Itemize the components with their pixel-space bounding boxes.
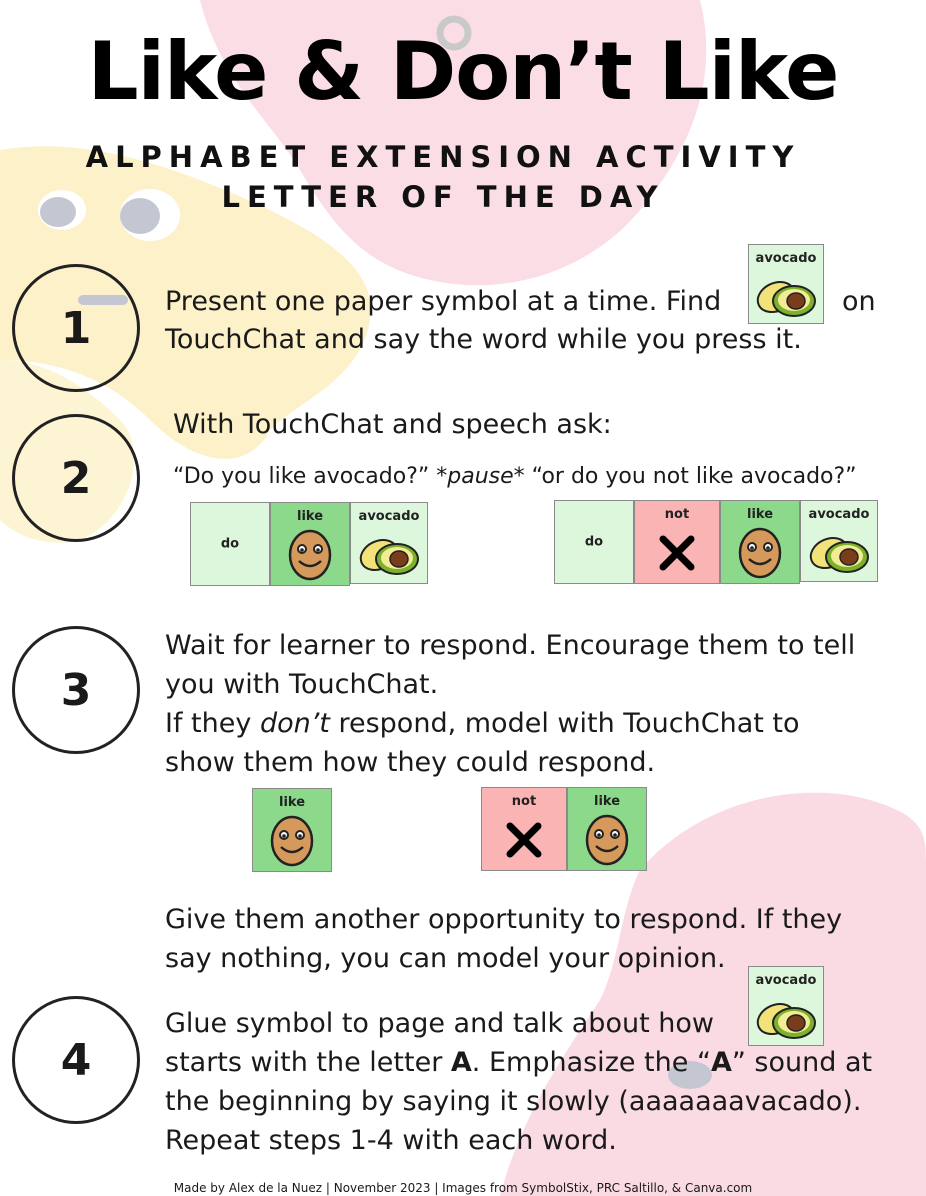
step-3-line-3c: respond, model with TouchChat to <box>338 708 800 739</box>
do-label: do <box>220 536 240 552</box>
avocado-symbol-step1 <box>748 244 824 324</box>
step-2-question <box>173 458 857 497</box>
step-3-line-3a: If they <box>165 708 252 739</box>
like-symbol-b <box>720 500 800 584</box>
do-symbol-b <box>554 500 634 584</box>
like-label: like <box>296 509 324 524</box>
page-title: Like & Don’t Like <box>87 25 839 118</box>
step-1-text-c: TouchChat and say the word while you press it. <box>165 324 802 355</box>
step-1-text-a: Present one paper symbol at a time. Find <box>165 286 722 317</box>
step-3-circle: 3 <box>12 626 140 754</box>
avocado-symbol-a <box>350 502 428 584</box>
cross-icon <box>504 820 544 860</box>
avocado-icon <box>754 273 818 319</box>
step-4-line-2 <box>165 1044 872 1083</box>
not-label: not <box>511 794 537 809</box>
step-2-q1: “Do you like avocado?” <box>173 464 430 489</box>
like-label: like <box>593 794 621 809</box>
step-2-intro: With TouchChat and speech ask: <box>173 409 612 440</box>
step-4-line-3: the beginning by saying it slowly (aaaaaaavacado). <box>165 1086 862 1117</box>
step-3-line-2: you with TouchChat. <box>165 669 439 700</box>
step-4-line-2a: starts with the letter <box>165 1047 443 1078</box>
like-symbol-d <box>567 787 647 871</box>
footer-credits: Made by Alex de la Nuez | November 2023 | Images from SymbolStix, PRC Saltillo, & Canva.com <box>173 1181 753 1195</box>
step-4-letter: A <box>450 1047 472 1078</box>
step-2-circle: 2 <box>12 414 140 542</box>
avocado-icon <box>754 995 818 1041</box>
step-3-again-2: say nothing, you can model your opinion. <box>165 943 726 974</box>
not-label: not <box>664 507 690 522</box>
step-4-line-4: Repeat steps 1-4 with each word. <box>165 1125 617 1156</box>
step-3-line-3 <box>165 705 800 744</box>
avocado-symbol-step4 <box>748 966 824 1046</box>
avocado-label: avocado <box>808 507 870 522</box>
do-label: do <box>584 534 604 550</box>
avocado-label: avocado <box>358 509 420 524</box>
do-symbol-a <box>190 502 270 586</box>
avocado-icon <box>807 529 871 575</box>
not-symbol-a <box>634 500 720 584</box>
like-label: like <box>746 507 774 522</box>
step-2-pause: *pause* <box>436 464 525 489</box>
avocado-label: avocado <box>755 973 817 988</box>
like-label: like <box>278 795 306 810</box>
subtitle-line-1: ALPHABET EXTENSION ACTIVITY <box>85 140 801 174</box>
like-symbol-c <box>252 788 332 872</box>
avocado-symbol-b <box>800 500 878 582</box>
step-3-again-1: Give them another opportunity to respond. If they <box>165 904 843 935</box>
step-4-line-1: Glue symbol to page and talk about how <box>165 1008 714 1039</box>
step-3-line-1: Wait for learner to respond. Encourage them to tell <box>165 630 856 661</box>
avocado-label: avocado <box>755 251 817 266</box>
step-3-line-4: show them how they could respond. <box>165 747 656 778</box>
subtitle-line-2: LETTER OF THE DAY <box>221 180 665 214</box>
smiley-face-icon <box>269 815 315 867</box>
step-4-line-2c: ” sound at <box>731 1047 873 1078</box>
step-1-circle: 1 <box>12 264 140 392</box>
step-3-line-3b: don’t <box>259 708 330 739</box>
not-symbol-b <box>481 787 567 871</box>
avocado-icon <box>357 531 421 577</box>
cross-icon <box>657 533 697 573</box>
like-symbol-a <box>270 502 350 586</box>
step-2-q2: “or do you not like avocado?” <box>531 464 857 489</box>
step-1-text-b: on <box>842 286 876 317</box>
smiley-face-icon <box>737 527 783 579</box>
step-4-line-2b: . Emphasize the “ <box>471 1047 711 1078</box>
step-4-circle: 4 <box>12 996 140 1124</box>
smiley-face-icon <box>584 814 630 866</box>
step-4-letter-quoted: A <box>710 1047 732 1078</box>
smiley-face-icon <box>287 529 333 581</box>
